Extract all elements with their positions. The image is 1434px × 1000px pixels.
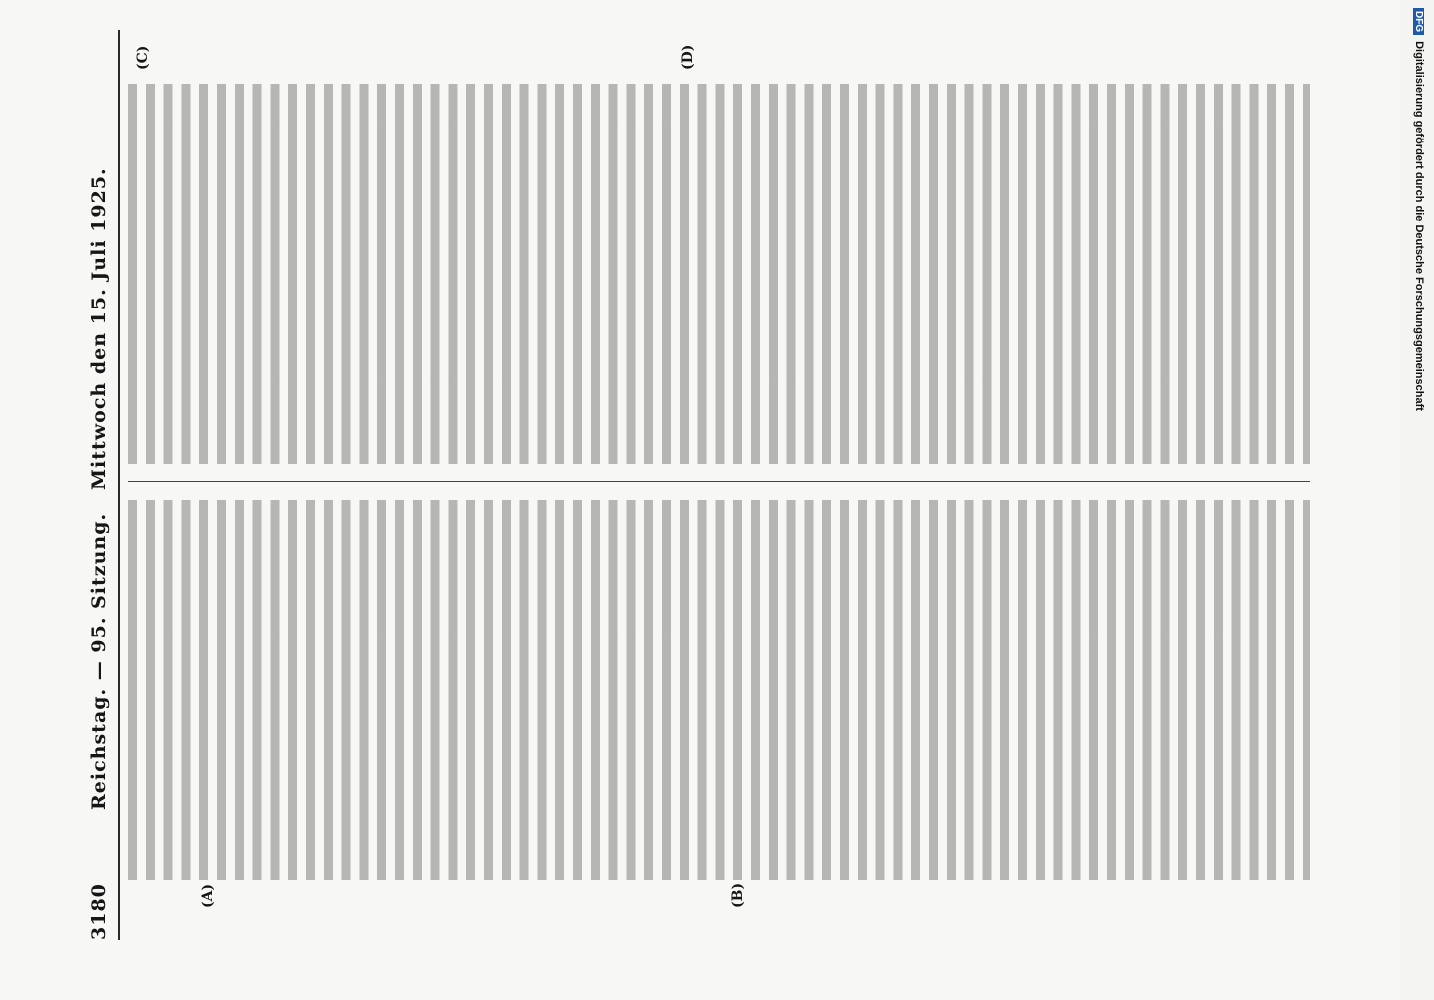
right-running-head: Mittwoch den 15. Juli 1925.	[88, 167, 110, 490]
margin-marker-d: (D)	[680, 44, 696, 70]
page-number: 3180	[88, 883, 110, 940]
illegible-body-text	[128, 500, 1310, 880]
dfg-logo: DFG	[1413, 8, 1424, 35]
margin-marker-a: (A)	[200, 883, 216, 908]
dfg-credit-sidebar	[1411, 8, 1423, 988]
margin-marker-c: (C)	[135, 45, 151, 70]
text-column-left	[128, 500, 1310, 880]
margin-marker-b: (B)	[730, 882, 746, 908]
left-running-head: Reichstag. — 95. Sitzung.	[88, 512, 110, 810]
running-header	[88, 30, 118, 940]
column-separator	[128, 481, 1310, 482]
credit-line	[1411, 8, 1425, 988]
credit-text: Digitalisierung gefördert durch die Deutsche Forschungsgemeinschaft	[1413, 41, 1425, 411]
illegible-body-text	[128, 84, 1310, 464]
text-column-right	[128, 84, 1310, 464]
header-rule	[118, 30, 120, 940]
